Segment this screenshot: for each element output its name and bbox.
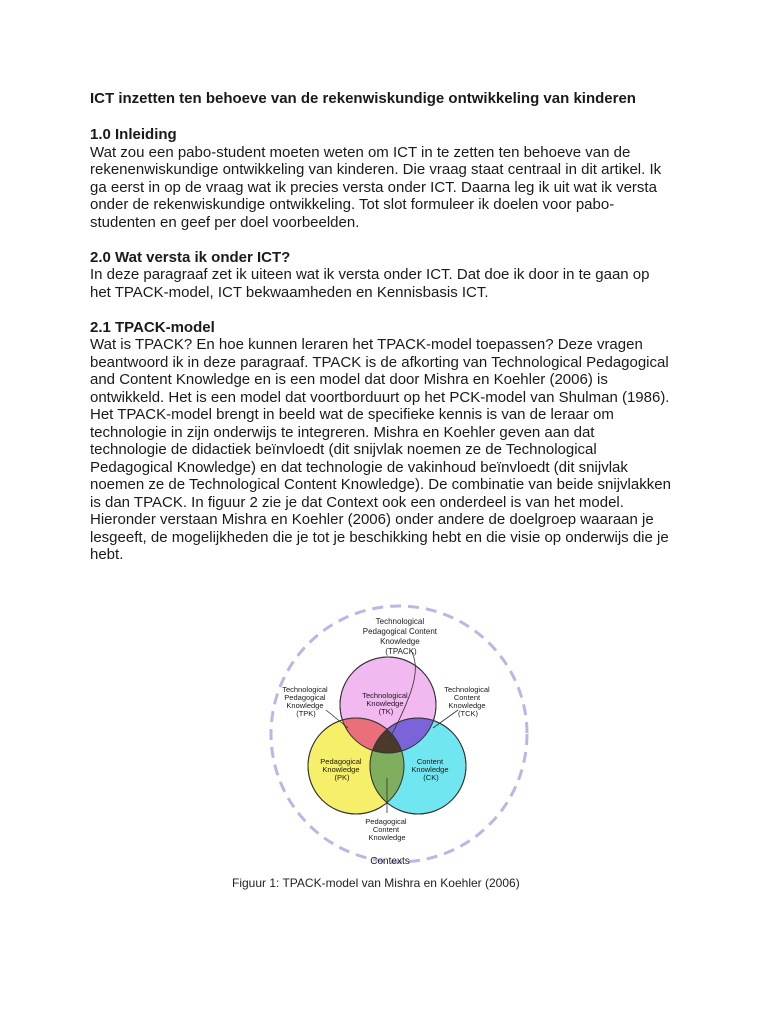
tpack-label: Technological Pedagogical Content Knowledge (TPACK): [362, 617, 438, 656]
document-title: ICT inzetten ten behoeve van de rekenwiskundige ontwikkeling van kinderen: [90, 90, 636, 107]
ck-label: Content Knowledge (CK): [411, 757, 449, 782]
tk-label: Technological Knowledge (TK): [362, 691, 408, 716]
section-paragraph-inleiding: [90, 144, 690, 232]
pck-label: Pedagogical Content Knowledge: [365, 817, 407, 842]
paragraph-line: Wat zou een pabo-student moeten weten om ICT in te zetten ten behoeve van de: [90, 143, 631, 161]
paragraph-line: Hieronder verstaan Mishra en Koehler (2006) onder andere de doelgroep waaraan je: [90, 511, 654, 528]
paragraph-line: beantwoord ik in deze paragraaf. TPACK is de afkorting van Technological Pedagogical: [90, 353, 669, 371]
paragraph-line: technologie in zijn onderwijs te integreren. Mishra en Koehler geven aan dat: [90, 423, 595, 441]
paragraph-line: het TPACK-model, ICT bekwaamheden en Kennisbasis ICT.: [90, 283, 489, 301]
contexts-label: Contexts: [370, 856, 410, 867]
paragraph-line: and Content Knowledge en is een model dat door Mishra en Koehler (2006) is: [90, 371, 608, 388]
paragraph-line: hebt.: [90, 546, 124, 563]
paragraph-line: onder de rekenwiskundige ontwikkeling. Tot slot formuleer ik doelen voor pabo-: [90, 196, 615, 213]
tck-pointer-line: [433, 710, 458, 728]
paragraph-line: ga eerst in op de vraag wat ik precies versta onder ICT. Daarna leg ik uit wat ik versta: [90, 178, 657, 196]
figure-caption: Figuur 1: TPACK-model van Mishra en Koehler (2006): [232, 876, 520, 890]
section-heading-inleiding: 1.0 Inleiding: [90, 126, 177, 143]
paragraph-line: ontwikkeld. Het is een model dat voortborduurt op het PCK-model van Shulman (1986).: [90, 388, 670, 406]
paragraph-line: Het TPACK-model brengt in beeld wat de specifieke kennis is van de leraar om: [90, 406, 614, 423]
tpk-label: Technological Pedagogical Knowledge (TPK): [282, 685, 328, 718]
section-heading-tpack: 2.1 TPACK-model: [90, 318, 215, 336]
pk-label: Pedagogical Knowledge (PK): [320, 757, 362, 782]
section-paragraph-ict: [90, 266, 690, 301]
paragraph-line: rekenenwiskundige ontwikkeling van kinderen. Die vraag staat centraal in dit artikel. Ik: [90, 161, 662, 178]
paragraph-line: studenten en geef per doel voorbeelden.: [90, 213, 360, 231]
document-page: [90, 90, 690, 581]
paragraph-line: technologie de didactiek beïnvloedt (dit snijvlak noemen ze de Technological: [90, 441, 597, 458]
section-heading-ict: 2.0 Wat versta ik onder ICT?: [90, 248, 291, 266]
paragraph-line: Pedagogical Knowledge) en dat technologie de vakinhoud beïnvloedt (dit snijvlak: [90, 458, 628, 476]
paragraph-line: Wat is TPACK? En hoe kunnen leraren het TPACK-model toepassen? Deze vragen: [90, 336, 643, 353]
tpack-venn-diagram: [268, 588, 532, 880]
tck-label: Technological Content Knowledge (TCK): [444, 685, 490, 718]
paragraph-line: In deze paragraaf zet ik uiteen wat ik versta onder ICT. Dat doe ik door in te gaan op: [90, 266, 650, 283]
paragraph-line: noemen ze de Technological Content Knowledge). De combinatie van beide snijvlakken: [90, 476, 671, 493]
section-paragraph-tpack: [90, 336, 690, 564]
paragraph-line: is dan TPACK. In figuur 2 zie je dat Context ook een onderdeel is van het model.: [90, 493, 624, 511]
tpack-figure: [268, 588, 532, 880]
paragraph-line: lesgeeft, de mogelijkheden die je tot je beschikking hebt en die visie op onderwijs die je: [90, 528, 669, 546]
